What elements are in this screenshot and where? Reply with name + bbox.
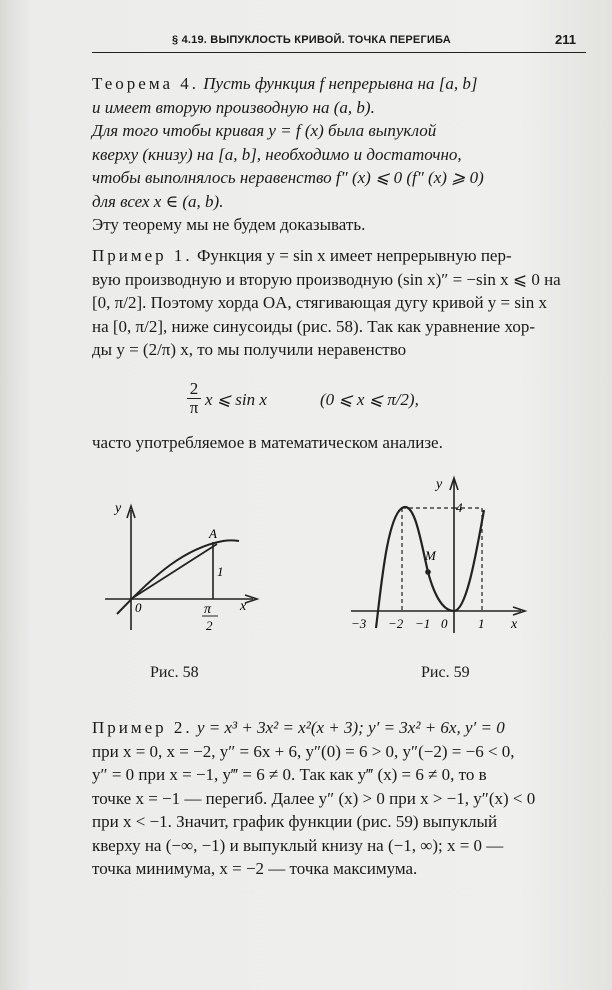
- theorem-line: кверху (книзу) на [a, b], необходимо и достаточно,: [92, 144, 462, 164]
- figure-59: [343, 468, 528, 643]
- example2-line: точка минимума, x = −2 — точка максимума.: [92, 859, 418, 878]
- theorem-note: Эту теорему мы не будем доказывать.: [92, 215, 366, 234]
- fig59-label-m1: −1: [415, 616, 431, 631]
- formula-body: x ⩽ sin x: [205, 390, 267, 409]
- chord-OA: [131, 544, 217, 599]
- fig59-label-zero: 0: [441, 616, 448, 631]
- example1-line: [0, π/2]. Поэтому хорда OA, стягивающая дугу кривой y = sin x: [92, 293, 547, 312]
- fig58-caption: Рис. 58: [150, 664, 199, 681]
- section-title: § 4.19. ВЫПУКЛОСТЬ КРИВОЙ. ТОЧКА ПЕРЕГИБА: [172, 34, 451, 46]
- fig58-origin-label: 0: [135, 600, 142, 615]
- cubic-curve: [376, 507, 484, 628]
- formula-denominator: π: [189, 398, 199, 417]
- page-number: 211: [555, 32, 576, 47]
- fig59-label-one: 1: [478, 616, 485, 631]
- fig58-y-label: y: [115, 501, 122, 516]
- theorem-block: [92, 72, 584, 237]
- fig58-label-pi: π: [204, 602, 212, 617]
- example1-label: Пример 1.: [92, 246, 193, 265]
- fig58-point-A: A: [209, 526, 217, 541]
- example2-block: [92, 716, 584, 881]
- fig58-label-2: 2: [206, 618, 213, 633]
- fig58-label-1: 1: [217, 564, 224, 579]
- page-header: [92, 30, 586, 53]
- formula-numerator: 2: [189, 379, 199, 398]
- inflection-point-M: [425, 569, 431, 575]
- example2-line: точке x = −1 — перегиб. Далее y″ (x) > 0 при x > −1, y″(x) < 0: [92, 788, 536, 808]
- theorem-line: для всех x ∈ (a, b).: [92, 191, 224, 211]
- example2-line: при x < −1. Значит, график функции (рис. 59) выпуклый: [92, 812, 498, 831]
- example2-line: y = x³ + 3x² = x²(x + 3); y′ = 3x² + 6x, y′ = 0: [196, 718, 505, 737]
- fig59-label-m3: −3: [351, 616, 367, 631]
- example2-label: Пример 2.: [92, 718, 193, 737]
- fig58-x-label: x: [240, 599, 247, 614]
- fig59-caption: Рис. 59: [421, 664, 470, 681]
- example1-conclusion: [92, 431, 584, 455]
- theorem-line: Пусть функция f непрерывна на [a, b]: [203, 74, 478, 93]
- theorem-label: Теорема 4.: [92, 74, 200, 93]
- fig59-y-label: y: [436, 477, 443, 492]
- example1-line: вую производную и вторую производную (sin x)″ = −sin x ⩽ 0 на: [92, 269, 561, 289]
- example1-line: ды y = (2/π) x, то мы получили неравенство: [92, 340, 407, 359]
- fig59-label-m2: −2: [388, 616, 404, 631]
- fig59-label-four: 4: [456, 500, 463, 515]
- fig59-x-label: x: [511, 617, 518, 632]
- example2-line: кверху на (−∞, −1) и выпуклый книзу на (−1, ∞); x = 0 —: [92, 835, 504, 855]
- example1-block: [92, 244, 584, 362]
- formula-condition: (0 ⩽ x ⩽ π/2),: [320, 390, 419, 409]
- fig59-label-M: M: [425, 548, 436, 563]
- theorem-line: чтобы выполнялось неравенство f″ (x) ⩽ 0 (f″ (x) ⩾ 0): [92, 168, 484, 187]
- example1-after: часто употребляемое в математическом анализе.: [92, 433, 443, 452]
- figure-58: [95, 488, 270, 648]
- example2-line: при x = 0, x = −2, y″ = 6x + 6, y″(0) = 6 > 0, y″(−2) = −6 < 0,: [92, 741, 515, 761]
- theorem-line: Для того чтобы кривая y = f (x) была выпуклой: [92, 121, 437, 140]
- example2-line: y″ = 0 при x = −1, y‴ = 6 ≠ 0. Так как y‴ (x) = 6 ≠ 0, то в: [92, 765, 487, 784]
- example1-line: на [0, π/2], ниже синусоиды (рис. 58). Так как уравнение хор-: [92, 316, 535, 336]
- theorem-line: и имеет вторую производную на (a, b).: [92, 97, 375, 117]
- example1-line: Функция y = sin x имеет непрерывную пер-: [196, 246, 512, 265]
